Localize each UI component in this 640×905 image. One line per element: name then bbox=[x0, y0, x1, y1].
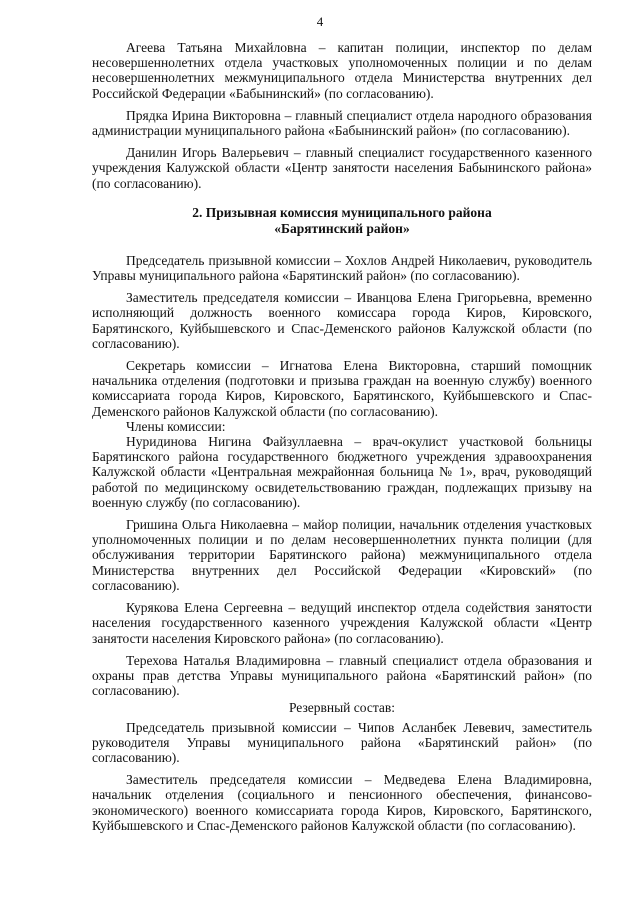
document-body bbox=[92, 40, 592, 840]
deputy-paragraph: Заместитель председателя комиссии – Иванцова Елена Григорьевна, временно исполняющий должность военного комиссара города Киров, Кировского, Барятинского, Куйбышевского и Спас-Деменского районов Калужской области (по согласованию). bbox=[92, 290, 592, 351]
chairman-paragraph: Председатель призывной комиссии – Хохлов Андрей Николаевич, руководитель Управы муниципального района «Барятинский район» (по согласованию). bbox=[92, 252, 592, 284]
members-label: Члены комиссии: bbox=[126, 418, 226, 434]
member-paragraph: Нуридинова Нигина Файзуллаевна – врач-окулист участковой больницы Барятинского района государственного бюджетного учреждения здравоохранения Калужской области «Центральная межрайонная больница № 1», врач, руководящий работой по медицинскому освидетельствованию граждан, подлежащих призыву на военную службу (по согласованию). bbox=[92, 434, 592, 510]
member-paragraph: Курякова Елена Сергеевна – ведущий инспектор отдела содействия занятости населения государственного казенного учреждения Калужской области «Центр занятости населения Кировского района» (по согласованию). bbox=[92, 600, 592, 646]
member-paragraph: Гришина Ольга Николаевна – майор полиции, начальник отделения участковых уполномоченных полиции и по делам несовершеннолетних пункта полиции (для обслуживания территории Барятинского района) межмуниципального отдела Министерства внутренних дел Российской Федерации «Кировский» (по согласованию). bbox=[92, 517, 592, 593]
reserve-label: Резервный состав: bbox=[288, 700, 396, 716]
reserve-paragraph: Председатель призывной комиссии – Чипов Асланбек Левевич, заместитель руководителя Управы муниципального района «Барятинский район» (по согласованию). bbox=[92, 719, 592, 765]
member-paragraph: Агеева Татьяна Михайловна – капитан полиции, инспектор по делам несовершеннолетних отдела участковых уполномоченных полиции и по делам несовершеннолетних межмуниципального отдела Министерства внутренних дел Российской Федерации «Бабынинский» (по согласованию). bbox=[92, 40, 592, 101]
member-paragraph: Прядка Ирина Викторовна – главный специалист отдела народного образования администрации муниципального района «Бабынинский район» (по согласованию). bbox=[92, 107, 592, 139]
member-paragraph: Данилин Игорь Валерьевич – главный специалист государственного казенного учреждения Калужской области «Центр занятости населения Бабынинского района» (по согласованию). bbox=[92, 145, 592, 191]
section-title-line-1: 2. Призывная комиссия муниципального района bbox=[192, 204, 492, 220]
section-title bbox=[92, 205, 592, 237]
reserve-paragraph: Заместитель председателя комиссии – Медведева Елена Владимировна, начальник отделения (социального и пенсионного обеспечения, финансово-экономического) военного комиссариата города Киров, Кировского, Барятинского, Куйбышевского и Спас-Деменского районов Калужской области (по согласованию). bbox=[92, 772, 592, 833]
section-title-line-2: «Барятинский район» bbox=[274, 220, 410, 236]
page-number: 4 bbox=[316, 14, 324, 29]
member-paragraph: Терехова Наталья Владимировна – главный специалист отдела образования и охраны прав детства Управы муниципального района «Барятинский район» (по согласованию). bbox=[92, 652, 592, 699]
secretary-paragraph: Секретарь комиссии – Игнатова Елена Викторовна, старший помощник начальника отделения (подготовки и призыва граждан на военную службу) военного комиссариата города Киров, Кировского, Барятинского, Куйбышевского и Спас-Деменского районов Калужской области (по согласованию). bbox=[92, 358, 592, 419]
